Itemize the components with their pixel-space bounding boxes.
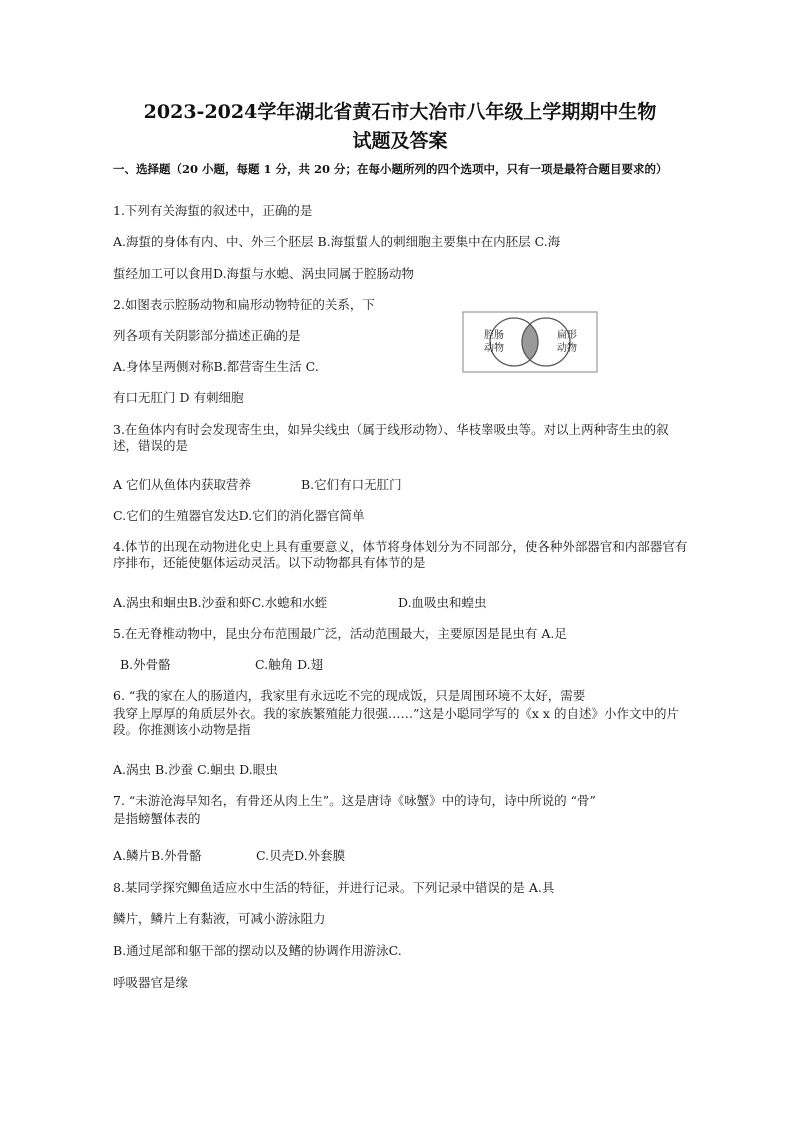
question-5-options-cd: C.触角 D.翅 bbox=[255, 657, 324, 672]
question-6-stem-line2: 我穿上厚厚的角质层外衣。我的家族繁殖能力很强……”这是小聪同学写的《x x 的自述》小作文中的片段。你推测该小动物是指 bbox=[113, 706, 679, 737]
question-6-options: A.涡虫 B.沙蚕 C.蛔虫 D.眼虫 bbox=[113, 762, 278, 777]
section-heading: 一、选择题（20 小题，每题 1 分，共 20 分；在每小题所列的四个选项中，只有一项是最符合题目要求的） bbox=[113, 162, 668, 176]
question-3-option-b: B.它们有口无肛门 bbox=[301, 477, 402, 492]
document-title-line1: 2023-2024学年湖北省黄石市大冶市八年级上学期期中生物 bbox=[143, 101, 657, 123]
venn-left-label-line2: 动物 bbox=[484, 343, 504, 354]
question-8-option-a: 鳞片，鳞片上有黏液，可减小游泳阻力 bbox=[113, 911, 326, 926]
venn-left-label-line1: 腔肠 bbox=[484, 330, 504, 341]
venn-right-label-line2: 动物 bbox=[557, 343, 577, 354]
question-7-options-ab: A.鳞片B.外骨骼 bbox=[113, 848, 202, 863]
question-4-option-d: D.血吸虫和蝗虫 bbox=[398, 595, 487, 610]
question-8-option-c: 呼吸器官是缘 bbox=[113, 975, 189, 990]
question-5-option-b: B.外骨骼 bbox=[120, 657, 171, 672]
venn-diagram bbox=[462, 311, 598, 373]
question-8-stem: 8.某同学探究鲫鱼适应水中生活的特征，并进行记录。下列记录中错误的是 A.具 bbox=[113, 880, 555, 895]
document-title-line2: 试题及答案 bbox=[352, 130, 448, 152]
question-3-option-a: A 它们从鱼体内获取营养 bbox=[113, 477, 252, 492]
question-7-stem-line1: 7. “未游沧海早知名，有骨还从肉上生”。这是唐诗《咏蟹》中的诗句，诗中所说的 “骨” bbox=[113, 793, 596, 808]
question-8-option-b: B.通过尾部和躯干部的摆动以及鳍的协调作用游泳C. bbox=[113, 943, 402, 958]
question-1-options-line1: A.海蜇的身体有内、中、外三个胚层 B.海蜇蜇人的刺细胞主要集中在内胚层 C.海 bbox=[113, 234, 561, 249]
question-2-options-line1: A.身体呈两侧对称B.都营寄生生活 C. bbox=[113, 359, 319, 374]
question-3-options-line2: C.它们的生殖器官发达D.它们的消化器官简单 bbox=[113, 508, 365, 523]
question-3-stem: 3.在鱼体内有时会发现寄生虫，如异尖线虫（属于线形动物）、华枝睾吸虫等。对以上两种寄生虫的叙述，错误的是 bbox=[113, 422, 669, 453]
question-7-options-cd: C.贝壳D.外套膜 bbox=[256, 848, 346, 863]
question-2-stem-line2: 列各项有关阴影部分描述正确的是 bbox=[113, 328, 301, 343]
question-5-stem: 5.在无脊椎动物中，昆虫分布范围最广泛，活动范围最大，主要原因是昆虫有 A.足 bbox=[113, 626, 567, 641]
question-2-stem-line1: 2.如图表示腔肠动物和扁形动物特征的关系，下 bbox=[113, 297, 375, 312]
question-2-options-line2: 有口无肛门 D 有刺细胞 bbox=[113, 390, 244, 405]
question-1-options-line2: 蜇经加工可以食用D.海蜇与水螅、涡虫同属于腔肠动物 bbox=[113, 266, 415, 281]
question-7-stem-line2: 是指螃蟹体表的 bbox=[113, 811, 201, 826]
question-6-stem-line1: 6. “我的家在人的肠道内，我家里有永远吃不完的现成饭，只是周围环境不太好，需要 bbox=[113, 688, 586, 703]
question-1-stem: 1.下列有关海蜇的叙述中，正确的是 bbox=[113, 203, 313, 218]
venn-right-label-line1: 扁形 bbox=[557, 330, 577, 341]
question-4-stem: 4.体节的出现在动物进化史上具有重要意义，体节将身体划分为不同部分，使各种外部器官和内部器官有序排布，还能使躯体运动灵活。以下动物都具有体节的是 bbox=[113, 539, 688, 570]
question-4-options-abc: A.涡虫和蛔虫B.沙蚕和虾C.水螅和水蛭 bbox=[113, 595, 328, 610]
